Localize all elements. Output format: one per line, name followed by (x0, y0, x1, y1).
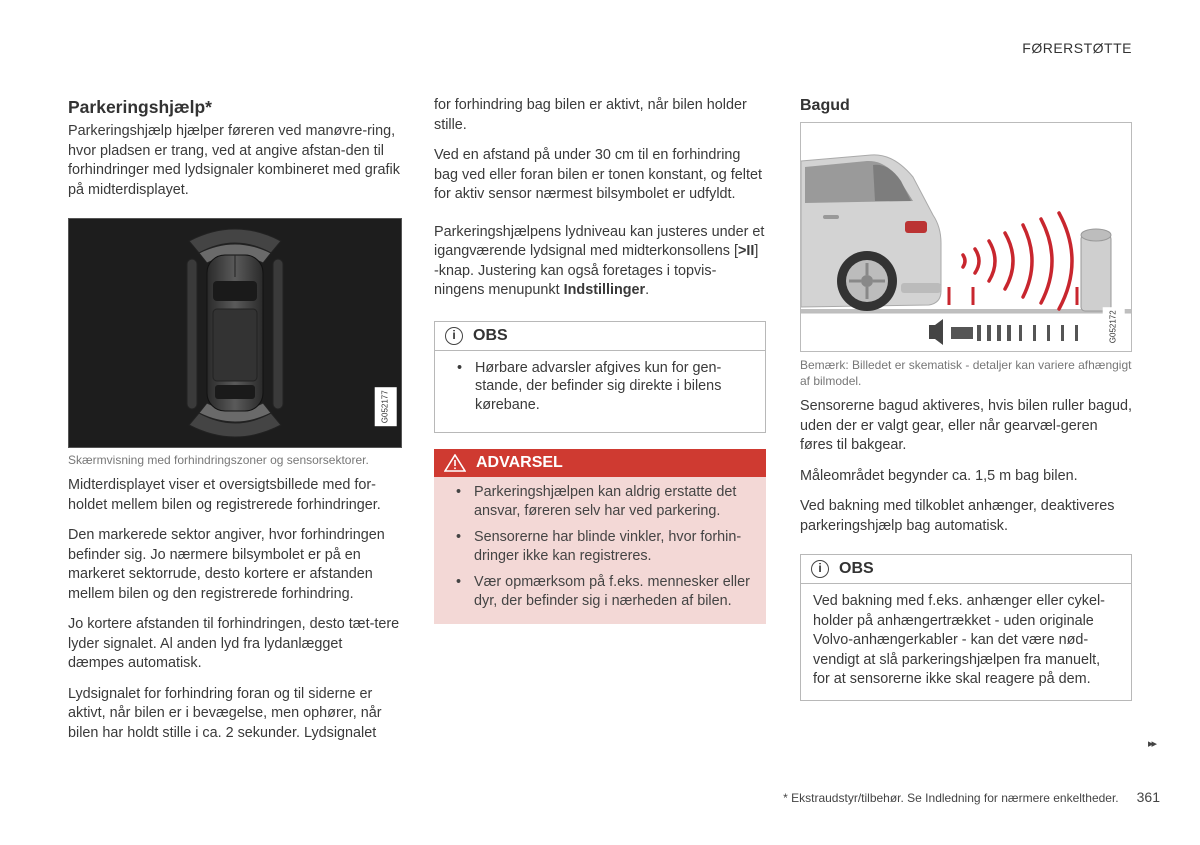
section-title: Parkeringshjælp* (68, 97, 212, 117)
obs-body (435, 351, 765, 433)
obs-title: OBS (473, 326, 508, 344)
figure-caption: Bemærk: Billedet er skematisk - detaljer kan variere afhængigt af bilmodel. (800, 358, 1132, 388)
obs-header (801, 555, 1131, 584)
intro-paragraph: Parkeringshjælp hjælper føreren ved manøvre-ring, hvor pladsen er trang, ved at angive afstan-den til forhindringer med lydsignaler kombineret med grafik på midterdisplayet. (68, 123, 400, 198)
warning-item: • Sensorerne har blinde vinkler, hvor forhin-dringer ikke kan registreres. (446, 528, 754, 565)
continue-arrows-icon: ▸▸ (1148, 738, 1156, 750)
warning-body (434, 477, 766, 624)
parking-display-illustration (69, 219, 401, 447)
warning-item: • Parkeringshjælpen kan aldrig erstatte det ansvar, føreren selv har ved parkering. (446, 483, 754, 520)
settings-menu-label: Indstillinger (563, 282, 646, 298)
figure-caption: Skærmvisning med forhindringszoner og sensorsektorer. (68, 453, 369, 467)
figure-code: G052177 (375, 387, 397, 426)
warning-header (434, 449, 766, 477)
obs-title: OBS (839, 560, 874, 578)
chapter-title: FØRERSTØTTE (1022, 40, 1132, 56)
paragraph: Ved bakning med tilkoblet anhænger, deaktiveres parkeringshjælp bag automatisk. (800, 498, 1115, 534)
column-1 (68, 96, 400, 754)
paragraph-volume: Parkeringshjælpens lydniveau kan justeres under et igangværende lydsignal med midterkonsollens [>II] -knap. Justering kan også foretages i topvis-ningens menupunkt Indstillinger. (434, 223, 765, 298)
info-icon: i (811, 560, 829, 578)
paragraph: Måleområdet begynder ca. 1,5 m bag bilen. (800, 467, 1078, 484)
column-2 (434, 96, 766, 640)
warning-title: ADVARSEL (476, 454, 563, 472)
footnote: * Ekstraudstyr/tilbehør. Se Indledning for nærmere enkeltheder. (783, 791, 1119, 805)
obs-note-box (434, 321, 766, 434)
page-footer (783, 789, 1160, 805)
page-number: 361 (1136, 789, 1160, 805)
figure-code: G052172 (1103, 307, 1125, 346)
obs-note-box (800, 554, 1132, 701)
parking-display-figure (68, 218, 402, 448)
paragraph: Ved en afstand på under 30 cm til en forhindring bag ved eller foran bilen er tonen konstant, og feltet for aktiv sensor nærmest bilsymbolet er udfyldt. (434, 147, 763, 202)
obs-body: Ved bakning med f.eks. anhænger eller cykel-holder på anhængertrækket - uden originale Volvo-anhængerkabler - kan det være nød-vendigt at slå parkeringshjælpen fra manuelt, for at sensorerne ikke skal reagere på dem. (813, 593, 1105, 687)
obs-header (435, 322, 765, 351)
rear-sensor-illustration (801, 123, 1131, 351)
paragraph: Lydsignalet for forhindring foran og til siderne er aktivt, når bilen er i bevægelse, men ophører, når bilen har holdt stille i ca. 2 sekunder. Lydsignalet (68, 685, 382, 741)
warning-item: • Vær opmærksom på f.eks. mennesker eller dyr, der befinder sig i nærheden af bilen. (446, 573, 754, 610)
play-pause-key: >II (737, 243, 755, 259)
warning-box (434, 449, 766, 624)
rear-sensor-figure (800, 122, 1132, 352)
paragraph: Den markerede sektor angiver, hvor forhindringen befinder sig. Jo nærmere bilsymbolet er på en markeret sektorrude, desto kortere er afstanden mellem bilen og den registrerede forhindring. (68, 527, 385, 602)
paragraph: Jo kortere afstanden til forhindringen, desto tæt-tere lyder signalet. Al anden lyd fra lydanlægget dæmpes automatisk. (68, 616, 400, 671)
column-3 (800, 96, 1132, 717)
warning-triangle-icon (444, 454, 466, 472)
paragraph: Sensorerne bagud aktiveres, hvis bilen ruller bagud, uden der er valgt gear, eller når gearvæl-geren føres til bakgear. (800, 398, 1132, 453)
paragraph: Midterdisplayet viser et oversigtsbillede med for-holdet mellem bilen og registrerede forhindringer. (68, 477, 381, 513)
paragraph: for forhindring bag bilen er aktivt, når bilen holder stille. (434, 97, 747, 133)
obs-item: • Hørbare advarsler afgives kun for gen-stande, der befinder sig direkte i bilens kørebane. (447, 359, 753, 415)
info-icon: i (445, 327, 463, 345)
subsection-title: Bagud (800, 97, 850, 114)
